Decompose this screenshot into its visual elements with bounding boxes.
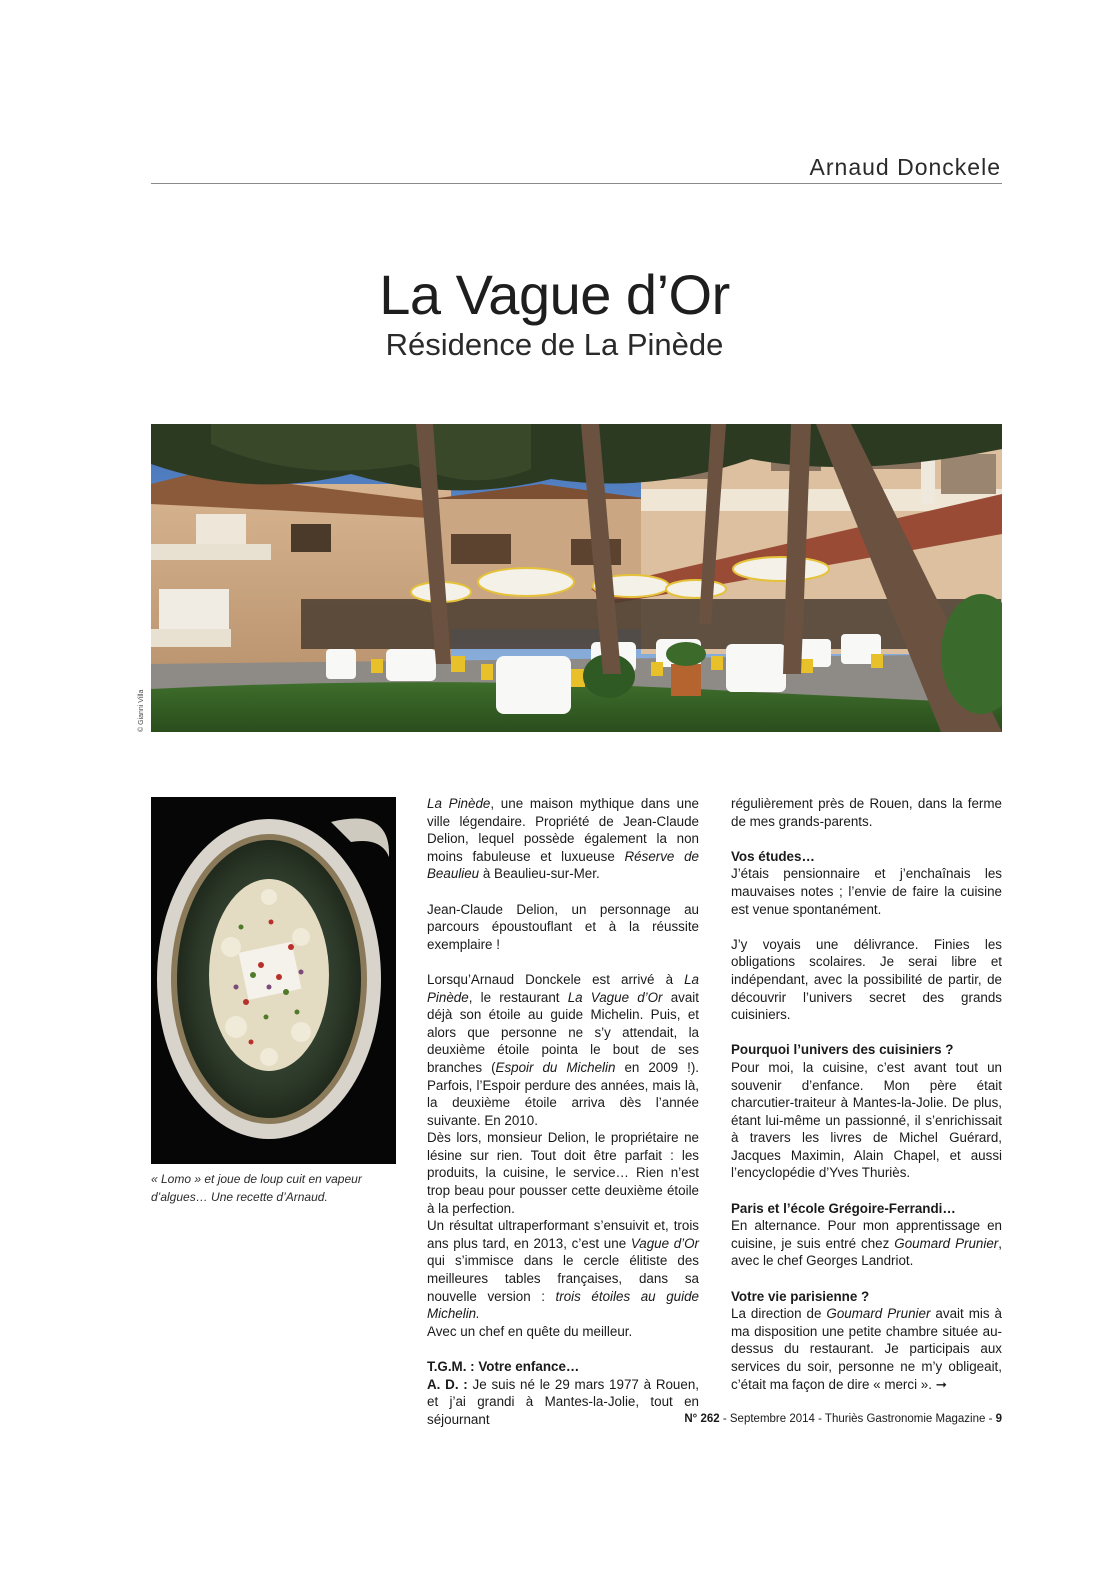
interview-question: Vos études… bbox=[731, 848, 815, 864]
interview-answer: La direction de Goumard Prunier avait mis à ma disposition une petite chambre située au-dessus du restaurant. Je participais aux services du soir, personne ne m’y obligeait, c’était ma façon de dire « merci ». ➞ bbox=[731, 1306, 1002, 1392]
footer-text: - Septembre 2014 - Thuriès Gastronomie Magazine - bbox=[719, 1413, 996, 1425]
author-header: Arnaud Donckele bbox=[809, 154, 1001, 180]
interview-answer: A. D. : Je suis né le 29 mars 1977 à Rouen, et j’ai grandi à Mantes-la-Jolie, tout en séjournant bbox=[427, 1376, 699, 1427]
interview-answer: J’étais pensionnaire et j’enchaînais les mauvaises notes ; l’envie de faire la cuisine est venue spontanément. bbox=[731, 866, 1002, 917]
article-column-1 bbox=[427, 795, 699, 1428]
article-title: La Vague d’Or bbox=[379, 263, 730, 326]
interview-question: T.G.M. : Votre enfance… bbox=[427, 1359, 580, 1374]
page-footer bbox=[684, 1413, 1002, 1425]
interview-question: Votre vie parisienne ? bbox=[731, 1288, 870, 1304]
interview-answer: J’y voyais une délivrance. Finies les obligations scolaires. Je serai libre et indépendant, avec la possibilité de partir, de découvrir l’univers secret des grands cuisiniers. bbox=[731, 936, 1002, 1023]
header-rule bbox=[151, 183, 1002, 184]
paragraph: Jean-Claude Delion, un personnage au parcours époustouflant et à la réussite exemplaire ! bbox=[427, 901, 699, 952]
interview-question: Pourquoi l’univers des cuisiniers ? bbox=[731, 1042, 954, 1058]
interview-answer: régulièrement près de Rouen, dans la ferme de mes grands-parents. bbox=[731, 796, 1002, 829]
interview-answer: En alternance. Pour mon apprentissage en cuisine, je suis entré chez Goumard Prunier, avec le chef Georges Landriot. bbox=[731, 1218, 1002, 1269]
page-number: 9 bbox=[995, 1413, 1002, 1425]
restaurant-terrace-photo bbox=[151, 424, 1002, 732]
continue-arrow-icon: ➞ bbox=[935, 1376, 947, 1392]
paragraph: La Pinède, une maison mythique dans une ville légendaire. Propriété de Jean-Claude Delion, lequel possède également la non moins fabuleuse et luxueuse Réserve de Beaulieu à Beaulieu-sur-Mer. bbox=[427, 796, 700, 882]
paragraph: Un résultat ultraperformant s’ensuivit et, trois ans plus tard, en 2013, c’est une Vague d’Or qui s’immisce dans le cercle élitiste des meilleures tables françaises, dans sa nouvelle version : trois étoiles au guide Michelin. bbox=[427, 1218, 699, 1322]
issue-number: N° 262 bbox=[684, 1413, 720, 1425]
photo-caption: « Lomo » et joue de loup cuit en vapeur d’algues… Une recette d’Arnaud. bbox=[151, 1172, 362, 1204]
paragraph: Dès lors, monsieur Delion, le propriétaire ne lésine sur rien. Tout doit être parfait : les produits, la cuisine, le service… Rien n’est trop beau pour pousser cette deuxième étoile à la perfection. bbox=[427, 1130, 699, 1216]
article-subtitle: Résidence de La Pinède bbox=[385, 327, 724, 362]
dish-photo bbox=[151, 797, 396, 1164]
interview-question: Paris et l’école Grégoire-Ferrandi… bbox=[731, 1200, 956, 1216]
paragraph: Lorsqu’Arnaud Donckele est arrivé à La Pinède, le restaurant La Vague d’Or avait déjà son étoile au guide Michelin. Puis, et alors que personne ne s’y attendait, la deuxième étoile pointa le bout de ses branches (Espoir du Michelin en 2009 !). Parfois, l’Espoir perdure des années, mais là, la deuxième étoile arriva dès l’année suivante. En 2010. bbox=[427, 971, 699, 1128]
interview-answer: Pour moi, la cuisine, c’est avant tout un souvenir d’enfance. Mon père était charcutier-traiteur à Mantes-la-Jolie. De plus, étant lui-même un passionné, il s’enrichissait à travers les livres de Michel Guérard, Jacques Maximin, Alain Chapel, et aussi l’encyclopédie d’Yves Thuriès. bbox=[731, 1059, 1002, 1181]
paragraph: Avec un chef en quête du meilleur. bbox=[427, 1323, 633, 1339]
article-column-2 bbox=[731, 795, 1002, 1393]
